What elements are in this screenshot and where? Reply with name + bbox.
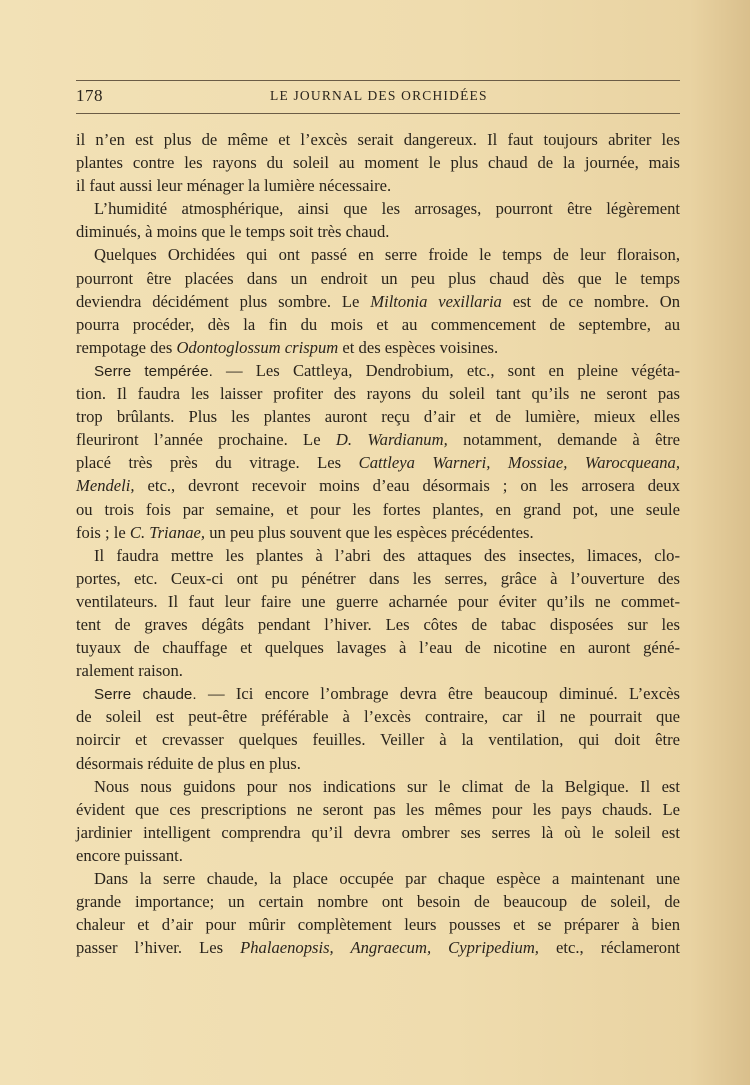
text-line <box>76 567 680 590</box>
text-run: etc., devront recevoir moins d’eau désormais ; on les arrosera deux <box>134 476 680 496</box>
text-line <box>76 913 680 936</box>
text-run: tent de graves dégâts pendant l’hiver. Les côtes de tabac disposées sur les <box>76 614 680 634</box>
text-line <box>76 728 680 751</box>
section-heading: Serre chaude. <box>94 686 197 704</box>
text-line <box>76 336 680 359</box>
text-line <box>76 428 680 451</box>
text-line <box>76 682 680 705</box>
italic-text: Phalaenopsis, Angraecum, Cypripedium, <box>240 938 539 958</box>
text-run: tion. Il faudra les laisser profiter des rayons du soleil tant qu’ils ne seront pas <box>76 384 680 404</box>
text-run: trop brûlants. Plus les plantes auront reçu d’air et de lumière, mieux elles <box>76 407 680 427</box>
text-line <box>76 544 680 567</box>
text-line <box>76 613 680 636</box>
text-run: il faut aussi leur ménager la lumière nécessaire. <box>76 176 392 196</box>
text-line <box>76 867 680 890</box>
text-line <box>76 890 680 913</box>
section-heading: Serre tempérée. <box>94 362 213 380</box>
text-run: jardinier intelligent comprendra qu’il devra ombrer ses serres là où le soleil est <box>76 822 680 842</box>
header-rule-bottom <box>76 113 680 114</box>
text-run: — Les Cattleya, Dendrobium, etc., sont en pleine végéta- <box>212 360 680 380</box>
italic-text: C. Trianae, <box>129 522 206 542</box>
text-run: fleuriront l’année prochaine. Le <box>76 430 336 450</box>
text-line <box>76 267 680 290</box>
text-line <box>76 382 680 405</box>
text-run: grande importance; un certain nombre ont besoin de beaucoup de soleil, de <box>76 892 680 912</box>
text-line <box>76 705 680 728</box>
text-line <box>76 313 680 336</box>
text-run: Quelques Orchidées qui ont passé en serre froide le temps de leur floraison, <box>94 245 680 265</box>
text-line <box>76 128 680 151</box>
text-run: ralement raison. <box>76 661 183 681</box>
italic-text: D. Wardianum, <box>335 430 448 450</box>
text-run: pourra procéder, dès la fin du mois et au commencement de septembre, au <box>76 314 680 334</box>
text-run: plantes contre les rayons du soleil au moment le plus chaud de la journée, mais <box>76 153 680 173</box>
text-run: L’humidité atmosphérique, ainsi que les arrosages, pourront être légèrement <box>94 199 680 219</box>
text-run: pourront être placées dans un endroit un peu plus chaud dès que le temps <box>76 268 680 288</box>
text-line <box>76 359 680 382</box>
text-line <box>76 521 680 544</box>
text-line <box>76 290 680 313</box>
text-run: portes, etc. Ceux-ci ont pu pénétrer dans les serres, grâce à l’ouverture des <box>76 568 680 588</box>
text-run: deviendra décidément plus sombre. Le <box>76 291 371 311</box>
text-run: — Ici encore l’ombrage devra être beaucoup diminué. L’excès <box>196 684 681 704</box>
text-line <box>76 405 680 428</box>
text-line <box>76 498 680 521</box>
running-title: LE JOURNAL DES ORCHIDÉES <box>270 88 488 103</box>
text-line <box>76 474 680 497</box>
italic-text: Odontoglossum crispum <box>176 337 339 357</box>
text-line <box>76 636 680 659</box>
text-run: évident que ces prescriptions ne seront pas les mêmes pour les pays chauds. Le <box>76 799 680 819</box>
text-run: tuyaux de chauffage et quelques lavages à l’eau de nicotine en auront géné- <box>76 638 680 658</box>
text-run: est de ce nombre. On <box>501 291 680 311</box>
text-run: Il faudra mettre les plantes à l’abri des attaques des insectes, limaces, clo- <box>94 545 680 565</box>
header-rule-top <box>76 80 680 81</box>
italic-text: Cattleya Warneri, Mossiae, Warocqueana, <box>358 453 680 473</box>
italic-text: Miltonia vexillaria <box>370 291 502 311</box>
text-run: Dans la serre chaude, la place occupée par chaque espèce a maintenant une <box>94 869 680 888</box>
text-run: passer l’hiver. Les <box>76 938 241 958</box>
text-run: ventilateurs. Il faut leur faire une guerre acharnée pour éviter qu’ils ne commet- <box>76 591 680 611</box>
text-run: placé très près du vitrage. Les <box>76 453 359 473</box>
text-run: Nous nous guidons pour nos indications sur le climat de la Belgique. Il est <box>94 776 680 796</box>
text-line <box>76 659 680 682</box>
text-run: et des espèces voisines. <box>338 337 499 357</box>
text-line <box>76 775 680 798</box>
text-run: il n’en est plus de même et l’excès serait dangereux. Il faut toujours abriter les <box>76 130 680 149</box>
text-run: fois ; le <box>76 522 130 542</box>
text-line <box>76 174 680 197</box>
text-line <box>76 936 680 959</box>
text-line <box>76 451 680 474</box>
text-run: chaleur et d’air pour mûrir complètement leurs pousses et se préparer à bien <box>76 915 680 935</box>
text-run: etc., réclameront <box>538 938 680 958</box>
text-line <box>76 844 680 867</box>
text-line <box>76 798 680 821</box>
text-run: de soleil est peut-être préférable à l’excès contraire, car il ne pourrait que <box>76 707 680 727</box>
text-line <box>76 752 680 775</box>
text-line <box>76 220 680 243</box>
text-run: un peu plus souvent que les espèces précédentes. <box>205 522 534 542</box>
text-line <box>76 590 680 613</box>
text-run: ou trois fois par semaine, et pour les fortes plantes, en grand pot, une seule <box>76 499 680 519</box>
text-line <box>76 151 680 174</box>
text-run: diminués, à moins que le temps soit très chaud. <box>76 222 390 242</box>
page-number: 178 <box>76 86 103 105</box>
text-run: encore puissant. <box>76 845 183 865</box>
text-line <box>76 243 680 266</box>
italic-text: Mendeli, <box>76 476 135 496</box>
body-text <box>76 128 680 959</box>
text-run: noircir et crevasser quelques feuilles. Veiller à la ventilation, qui doit être <box>76 730 680 750</box>
text-run: désormais réduite de plus en plus. <box>76 753 301 773</box>
text-run: notamment, demande à être <box>447 430 680 450</box>
text-line <box>76 821 680 844</box>
text-run: rempotage des <box>76 337 177 357</box>
text-line <box>76 197 680 220</box>
